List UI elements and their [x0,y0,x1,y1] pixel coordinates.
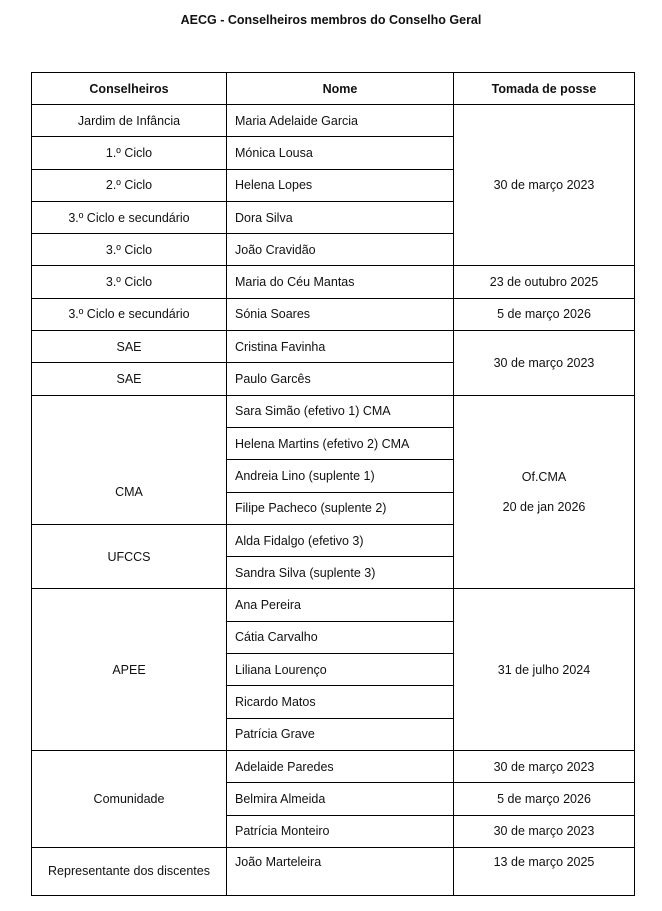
category-cell: 3.º Ciclo e secundário [32,298,227,330]
table-row [32,266,635,298]
date-cell: 30 de março 2023 [454,331,635,396]
name-cell: Cristina Favinha [227,331,454,363]
table-row [32,847,635,895]
name-cell: Helena Lopes [227,169,454,201]
category-cell: 3.º Ciclo [32,234,227,266]
date-cell: 5 de março 2026 [454,298,635,330]
category-cell: 3.º Ciclo e secundário [32,201,227,233]
name-cell: Alda Fidalgo (efetivo 3) [227,524,454,556]
date-cell [454,395,635,589]
header-nome: Nome [227,73,454,105]
category-cell: APEE [32,589,227,750]
category-cell: SAE [32,331,227,363]
name-cell: Belmira Almeida [227,783,454,815]
category-cell: Comunidade [32,750,227,847]
council-members-table [31,72,635,896]
name-cell: Sandra Silva (suplente 3) [227,557,454,589]
name-cell: Ricardo Matos [227,686,454,718]
name-cell: Adelaide Paredes [227,750,454,782]
name-cell: Sónia Soares [227,298,454,330]
table-row [32,750,635,782]
date-cell: 31 de julho 2024 [454,589,635,750]
table-row [32,105,635,137]
name-cell: Paulo Garcês [227,363,454,395]
name-cell: Patrícia Monteiro [227,815,454,847]
name-cell: Maria do Céu Mantas [227,266,454,298]
category-cell: CMA [32,395,227,524]
category-cell: 3.º Ciclo [32,266,227,298]
table-header-row [32,73,635,105]
name-cell: Filipe Pacheco (suplente 2) [227,492,454,524]
date-cell: 30 de março 2023 [454,105,635,266]
header-conselheiros: Conselheiros [32,73,227,105]
date-line-2: 20 de jan 2026 [502,500,586,515]
date-cell: 30 de março 2023 [454,750,635,782]
name-cell: João Cravidão [227,234,454,266]
date-cell: 13 de março 2025 [454,847,635,895]
document-title: AECG - Conselheiros membros do Conselho Geral [180,13,482,27]
category-cell: Jardim de Infância [32,105,227,137]
table-row [32,331,635,363]
category-cell: Representante dos discentes [32,847,227,895]
header-tomada-de-posse: Tomada de posse [454,73,635,105]
category-cell: SAE [32,363,227,395]
name-cell: Patrícia Grave [227,718,454,750]
name-cell: João Marteleira [227,847,454,895]
table-row [32,298,635,330]
table-row [32,589,635,621]
name-cell: Dora Silva [227,201,454,233]
category-cell: UFCCS [32,524,227,589]
table-row [32,395,635,427]
date-cell: 30 de março 2023 [454,815,635,847]
name-cell: Mónica Lousa [227,137,454,169]
name-cell: Sara Simão (efetivo 1) CMA [227,395,454,427]
date-cell: 5 de março 2026 [454,783,635,815]
name-cell: Liliana Lourenço [227,654,454,686]
date-line-1: Of.CMA [521,470,567,485]
name-cell: Maria Adelaide Garcia [227,105,454,137]
name-cell: Andreia Lino (suplente 1) [227,460,454,492]
category-cell: 2.º Ciclo [32,169,227,201]
date-cell: 23 de outubro 2025 [454,266,635,298]
category-cell: 1.º Ciclo [32,137,227,169]
name-cell: Ana Pereira [227,589,454,621]
name-cell: Cátia Carvalho [227,621,454,653]
name-cell: Helena Martins (efetivo 2) CMA [227,427,454,459]
